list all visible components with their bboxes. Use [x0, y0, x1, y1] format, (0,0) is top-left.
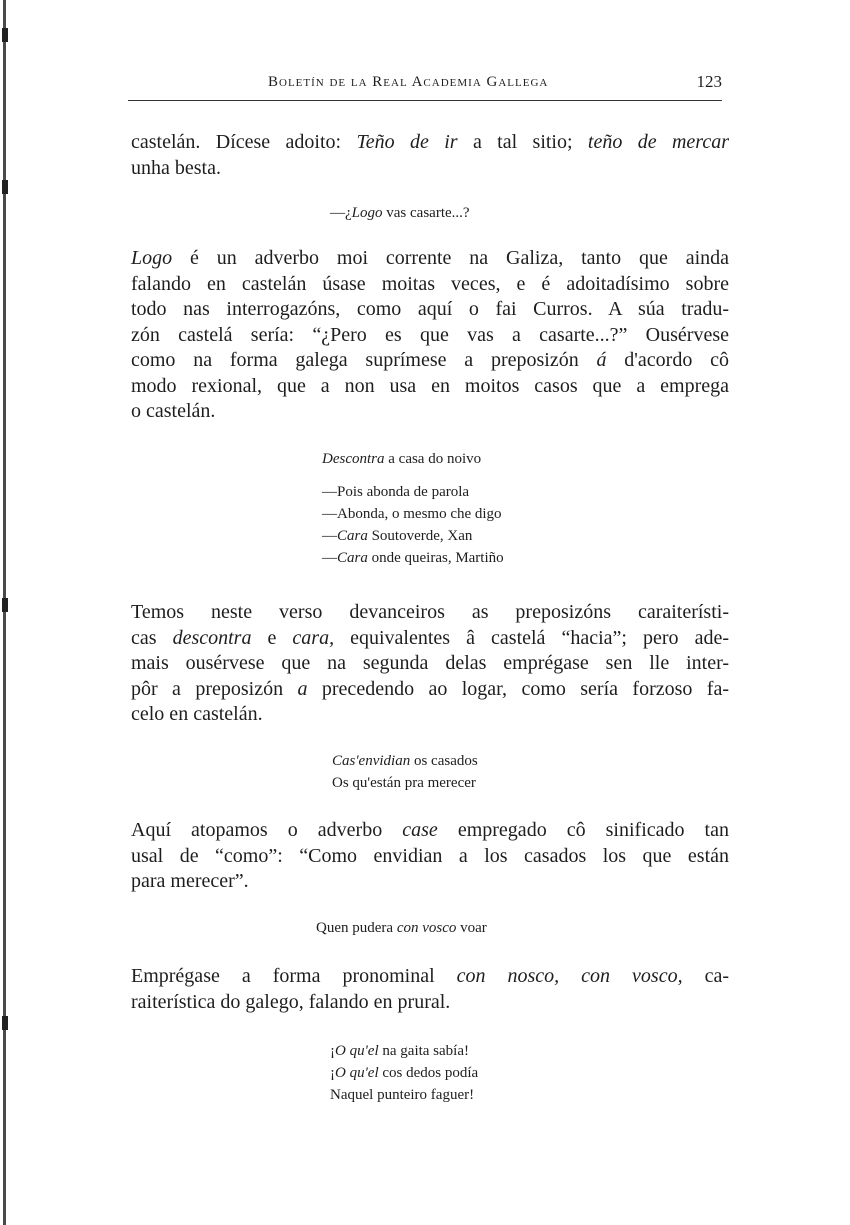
- paragraph-5: [131, 964, 729, 1015]
- text-line: unha besta.: [131, 156, 221, 179]
- paragraph-1: [131, 130, 729, 181]
- edge-mark: [2, 180, 8, 194]
- text-line: cas descontra e cara, equivalentes â castelá “hacia”; pero ade-: [131, 626, 729, 649]
- text-line: raiterística do galego, falando en prural.: [131, 990, 451, 1013]
- running-head: Boletín de la Real Academia Gallega: [268, 74, 549, 90]
- verse-line: —Cara Soutoverde, Xan: [322, 528, 473, 544]
- verse-line: —Abonda, o mesmo che digo: [322, 506, 502, 522]
- verse-line: Naquel punteiro faguer!: [330, 1087, 475, 1103]
- verse-line: —¿Logo vas casarte...?: [330, 205, 470, 221]
- text-line: usal de “como”: “Como envidian a los casados los que están: [131, 844, 729, 867]
- quoted-verse-4: [316, 917, 487, 939]
- verse-line: ¡O qu'el na gaita sabía!: [330, 1043, 469, 1059]
- text-line: como na forma galega suprímese a preposizón á d'acordo cô: [131, 349, 729, 371]
- quoted-verse-1: [330, 202, 470, 224]
- edge-mark: [2, 598, 8, 612]
- quoted-verse-3: [332, 750, 478, 794]
- quoted-verse-5: [330, 1040, 478, 1106]
- page-header: [130, 72, 722, 96]
- verse-line: —Cara onde queiras, Martiño: [322, 550, 504, 566]
- edge-mark: [2, 1016, 8, 1030]
- text-line: Aquí atopamos o adverbo case empregado cô sinificado tan: [131, 819, 729, 841]
- text-line: modo rexional, que a non usa en moitos casos que a emprega: [131, 374, 729, 397]
- verse-line: Quen pudera con vosco voar: [316, 920, 487, 936]
- text-line: todo nas interrogazóns, como aquí o fai Curros. A súa tradu-: [131, 298, 729, 320]
- verse-line: —Pois abonda de parola: [322, 484, 470, 500]
- text-line: para merecer”.: [131, 870, 249, 892]
- text-line: celo en castelán.: [131, 703, 263, 725]
- text-line: zón castelá sería: “¿Pero es que vas a casarte...?” Ousérvese: [131, 323, 729, 346]
- text-line: Temos neste verso devanceiros as preposizóns caraiterísti-: [131, 601, 729, 623]
- paragraph-4: [131, 818, 729, 895]
- edge-mark: [2, 28, 8, 42]
- verse-line: Descontra a casa do noivo: [322, 451, 482, 467]
- paragraph-2: [131, 246, 729, 425]
- page-number: 123: [696, 72, 722, 91]
- quoted-verse-2: [322, 448, 504, 569]
- text-line: Emprégase a forma pronominal con nosco, con vosco, ca-: [131, 965, 729, 987]
- verse-line: Cas'envidian os casados: [332, 753, 478, 769]
- paragraph-3: [131, 600, 729, 728]
- header-rule: [128, 100, 722, 101]
- text-line: Logo é un adverbo moi corrente na Galiza, tanto que ainda: [131, 247, 729, 269]
- text-line: pôr a preposizón a precedendo ao logar, como sería forzoso fa-: [131, 677, 730, 700]
- text-line: castelán. Dícese adoito: Teño de ir a tal sitio; teño de mercar: [131, 131, 729, 153]
- verse-line: ¡O qu'el cos dedos podía: [330, 1065, 479, 1081]
- text-line: o castelán.: [131, 400, 216, 422]
- text-line: mais ousérvese que na segunda delas emprégase sen lle inter-: [131, 652, 729, 674]
- verse-line: Os qu'están pra merecer: [332, 775, 476, 791]
- text-line: falando en castelán úsase moitas veces, e é adoitadísimo sobre: [131, 272, 729, 295]
